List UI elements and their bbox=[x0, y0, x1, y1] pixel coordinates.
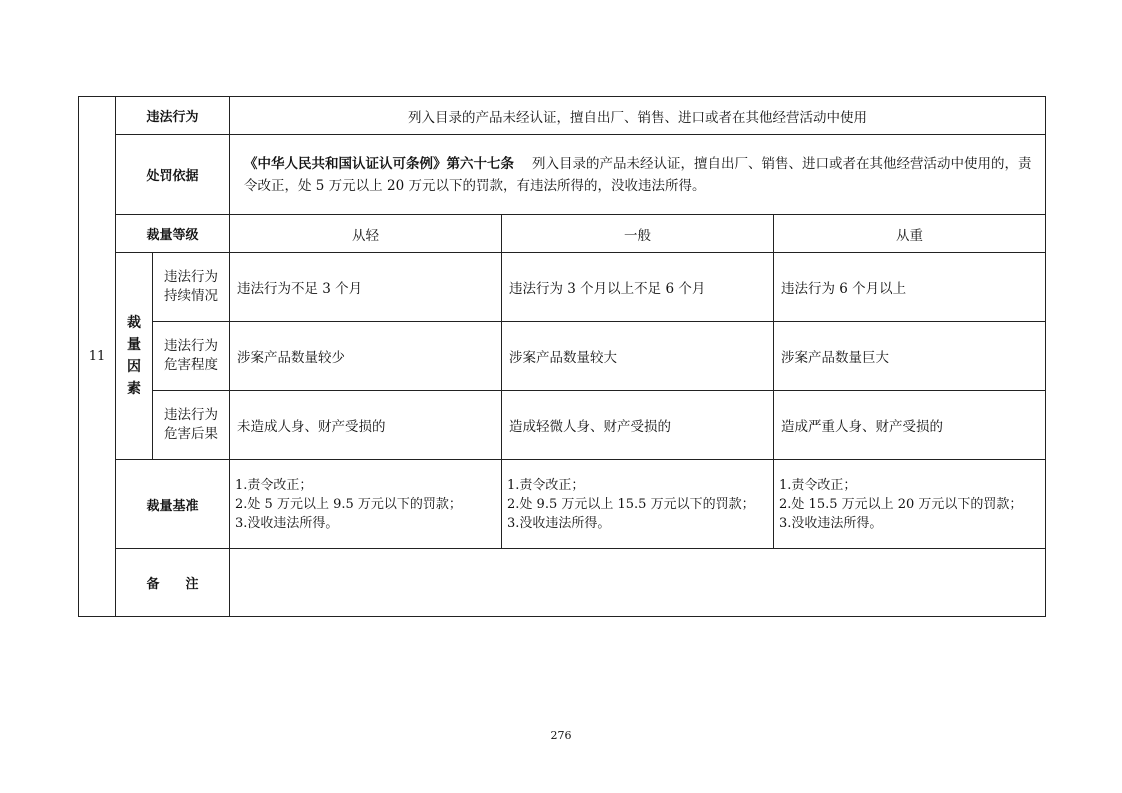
factor-label-line: 危害程度 bbox=[164, 357, 218, 373]
basis-row bbox=[79, 135, 1046, 215]
standard-line: 1.责令改正； bbox=[235, 477, 313, 493]
discretion-table bbox=[78, 96, 1046, 617]
factor-label-line: 持续情况 bbox=[164, 288, 218, 304]
factors-label bbox=[116, 253, 153, 460]
factor-cell: 涉案产品数量巨大 bbox=[774, 322, 1046, 391]
factor-cell: 造成严重人身、财产受损的 bbox=[774, 391, 1046, 460]
standard-heavy bbox=[774, 460, 1046, 549]
standards-row bbox=[79, 460, 1046, 549]
level-normal: 一般 bbox=[502, 215, 774, 253]
factor-label-severity bbox=[153, 322, 230, 391]
levels-label: 裁量等级 bbox=[116, 215, 230, 253]
factors-label-char: 素 bbox=[127, 381, 141, 397]
standards-label: 裁量基准 bbox=[116, 460, 230, 549]
factor-label-consequence bbox=[153, 391, 230, 460]
violation-label: 违法行为 bbox=[116, 97, 230, 135]
factors-label-char: 裁 bbox=[127, 315, 141, 331]
standard-line: 2.处 9.5 万元以上 15.5 万元以下的罚款； bbox=[507, 496, 755, 512]
standard-line: 3.没收违法所得。 bbox=[507, 515, 611, 531]
factor-cell: 违法行为 6 个月以上 bbox=[774, 253, 1046, 322]
page-number: 276 bbox=[550, 729, 572, 742]
factors-label-char: 因 bbox=[127, 359, 141, 375]
standard-line: 3.没收违法所得。 bbox=[779, 515, 883, 531]
row-number: 11 bbox=[79, 97, 116, 617]
basis-cell bbox=[230, 135, 1046, 215]
level-light: 从轻 bbox=[230, 215, 502, 253]
factor-row-duration bbox=[79, 253, 1046, 322]
remarks-row bbox=[79, 549, 1046, 617]
factor-label-line: 违法行为 bbox=[164, 338, 218, 354]
standard-line: 2.处 5 万元以上 9.5 万元以下的罚款； bbox=[235, 496, 462, 512]
factor-label-line: 危害后果 bbox=[164, 426, 218, 442]
basis-text: 列入目录的产品未经认证，擅自出厂、销售、进口或者在其他经营活动中使用的，责令改正，处 5 万元以上 20 万元以下的罚款，有违法所得的，没收违法所得。 bbox=[244, 155, 1032, 194]
level-heavy: 从重 bbox=[774, 215, 1046, 253]
violation-text: 列入目录的产品未经认证，擅自出厂、销售、进口或者在其他经营活动中使用 bbox=[230, 97, 1046, 135]
violation-row bbox=[79, 97, 1046, 135]
standard-line: 2.处 15.5 万元以上 20 万元以下的罚款； bbox=[779, 496, 1023, 512]
basis-label: 处罚依据 bbox=[116, 135, 230, 215]
standard-line: 3.没收违法所得。 bbox=[235, 515, 339, 531]
factor-cell: 违法行为 3 个月以上不足 6 个月 bbox=[502, 253, 774, 322]
factor-row-severity bbox=[79, 322, 1046, 391]
factor-cell: 违法行为不足 3 个月 bbox=[230, 253, 502, 322]
factor-label-duration bbox=[153, 253, 230, 322]
factor-cell: 涉案产品数量较大 bbox=[502, 322, 774, 391]
basis-law: 《中华人民共和国认证认可条例》第六十七条 bbox=[244, 155, 515, 172]
standard-normal bbox=[502, 460, 774, 549]
standard-line: 1.责令改正； bbox=[779, 477, 857, 493]
factors-label-char: 量 bbox=[127, 337, 141, 353]
remarks-text bbox=[230, 549, 1046, 617]
standard-light bbox=[230, 460, 502, 549]
factor-cell: 造成轻微人身、财产受损的 bbox=[502, 391, 774, 460]
levels-row bbox=[79, 215, 1046, 253]
factor-row-consequence bbox=[79, 391, 1046, 460]
factor-label-line: 违法行为 bbox=[164, 269, 218, 285]
factor-cell: 未造成人身、财产受损的 bbox=[230, 391, 502, 460]
factor-label-line: 违法行为 bbox=[164, 407, 218, 423]
remarks-label: 备注 bbox=[116, 549, 230, 617]
factor-cell: 涉案产品数量较少 bbox=[230, 322, 502, 391]
standard-line: 1.责令改正； bbox=[507, 477, 585, 493]
